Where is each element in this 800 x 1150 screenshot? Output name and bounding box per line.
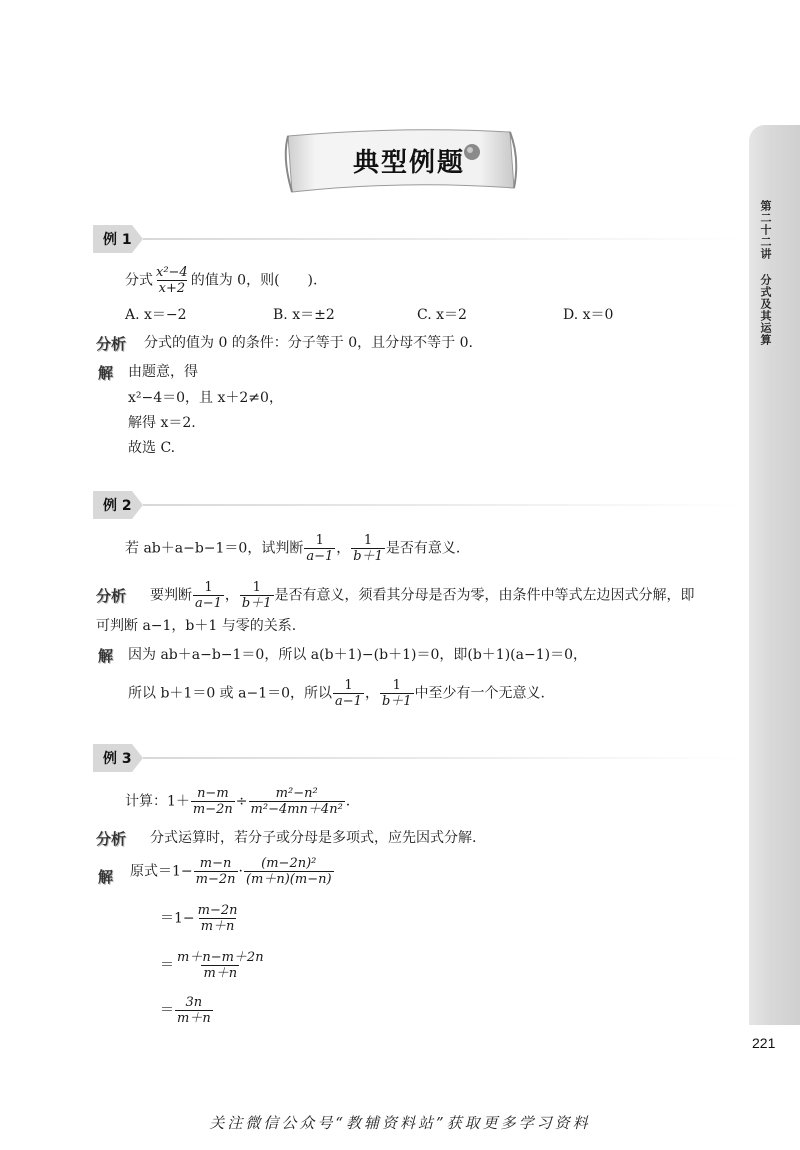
example-2-analysis-line2: 可判断 a−1，b＋1 与零的关系.: [96, 618, 297, 634]
example-2-question: 若 ab＋a−b−1＝0，试判断 $\frac{1}{a-1}$ ， $\frac{1}{b+1}$ 是否有意义.: [125, 533, 461, 564]
fraction: $\frac{3n}{m+n}$: [177, 995, 211, 1026]
example-3-solution-step3: ＝ $\frac{m+n-m+2n}{m+n}$: [160, 950, 264, 981]
fraction: $\frac{1}{a-1}$: [195, 580, 222, 611]
page-number: 221: [752, 1035, 776, 1051]
example-3-solution-step4: ＝ $\frac{3n}{m+n}$: [160, 995, 211, 1026]
fraction: $\frac{1}{a-1}$: [335, 678, 362, 709]
analysis-marker: 分析: [96, 335, 127, 353]
side-tab-topic: 分式及其运算: [759, 274, 772, 346]
solution-marker: 解: [98, 647, 114, 665]
example-1-solution-line: 故选 C.: [128, 440, 176, 456]
fraction: $\frac{1}{b+1}$: [241, 580, 272, 611]
fraction: $\frac{1}{b+1}$: [381, 678, 412, 709]
example-3-solution-step1: 原式＝1− $\frac{m-n}{m-2n}$ · $\frac{\text{(m−2n)²}}{(m+n)(m-n)}$: [130, 856, 332, 887]
solution-marker: 解: [98, 868, 114, 886]
example-3-header: [93, 744, 743, 772]
fraction: $\frac{\text{m²−n²}}{\text{m²−4mn＋4n²}}$: [250, 786, 343, 817]
example-1-header: [93, 225, 743, 253]
example-1-solution-line: 由题意，得: [128, 364, 198, 380]
fraction: $\frac{\text{x²−4}}{x+2}$: [156, 265, 188, 296]
example-1-option-d: D. x＝0: [563, 307, 614, 323]
example-2-label: 例 2: [103, 498, 132, 514]
example-1-option-c: C. x＝2: [417, 307, 467, 323]
fraction: $\frac{m-n}{m-2n}$: [195, 856, 236, 887]
example-3-label: 例 3: [103, 751, 132, 767]
analysis-marker: 分析: [96, 587, 127, 605]
example-3-analysis: 分式运算时，若分子或分母是多项式，应先因式分解.: [150, 830, 477, 846]
fraction: $\frac{\text{(m−2n)²}}{(m+n)(m-n)}$: [245, 856, 332, 887]
example-1-analysis: 分式的值为 0 的条件：分子等于 0，且分母不等于 0.: [144, 335, 473, 351]
example-1-solution-line: 解得 x＝2.: [128, 415, 196, 431]
footer-note: 关注微信公众号“教辅资料站”获取更多学习资料: [209, 1114, 591, 1132]
solution-marker: 解: [98, 364, 114, 382]
example-2-header: [93, 491, 743, 519]
example-3-solution-step2: ＝1− $\frac{m-2n}{m+n}$: [160, 903, 238, 934]
example-1-option-a: A. x＝−2: [125, 307, 187, 323]
fraction: $\frac{1}{b+1}$: [353, 533, 383, 564]
example-2-solution-line2: 所以 b＋1＝0 或 a−1＝0，所以 $\frac{1}{a-1}$ ， $\frac{1}{b+1}$ 中至少有一个无意义.: [128, 678, 545, 709]
side-tab-lecture: 第二十二讲: [759, 200, 772, 260]
example-2-solution-line1: 因为 ab＋a−b−1＝0，所以 a(b＋1)−(b＋1)＝0，即(b＋1)(a−1)＝0，: [128, 647, 587, 663]
page-title: 典型例题: [352, 148, 465, 178]
example-1-label: 例 1: [103, 232, 132, 248]
fraction: $\frac{m+n-m+2n}{m+n}$: [177, 950, 264, 981]
fraction: $\frac{m-2n}{m+n}$: [197, 903, 238, 934]
analysis-marker: 分析: [96, 830, 127, 848]
fraction: $\frac{1}{a-1}$: [306, 533, 334, 564]
example-1-option-b: B. x＝±2: [273, 307, 335, 323]
example-1-solution-line: x²−4＝0，且 x＋2≠0，: [128, 390, 283, 406]
example-2-analysis: 要判断 $\frac{1}{a-1}$ ， $\frac{1}{b+1}$ 是否有意义，须看其分母是否为零，由条件中等式左边因式分解，即: [150, 580, 695, 611]
side-tab: [749, 125, 800, 1025]
example-3-question: 计算：1＋ $\frac{n-m}{m-2n}$ ÷ $\frac{\text{m²−n²}}{\text{m²−4mn＋4n²}}$ .: [125, 786, 351, 817]
fraction: $\frac{n-m}{m-2n}$: [192, 786, 233, 817]
example-1-question: 分式 $\frac{\text{x²−4}}{x+2}$ 的值为 0，则( ).: [125, 265, 318, 296]
